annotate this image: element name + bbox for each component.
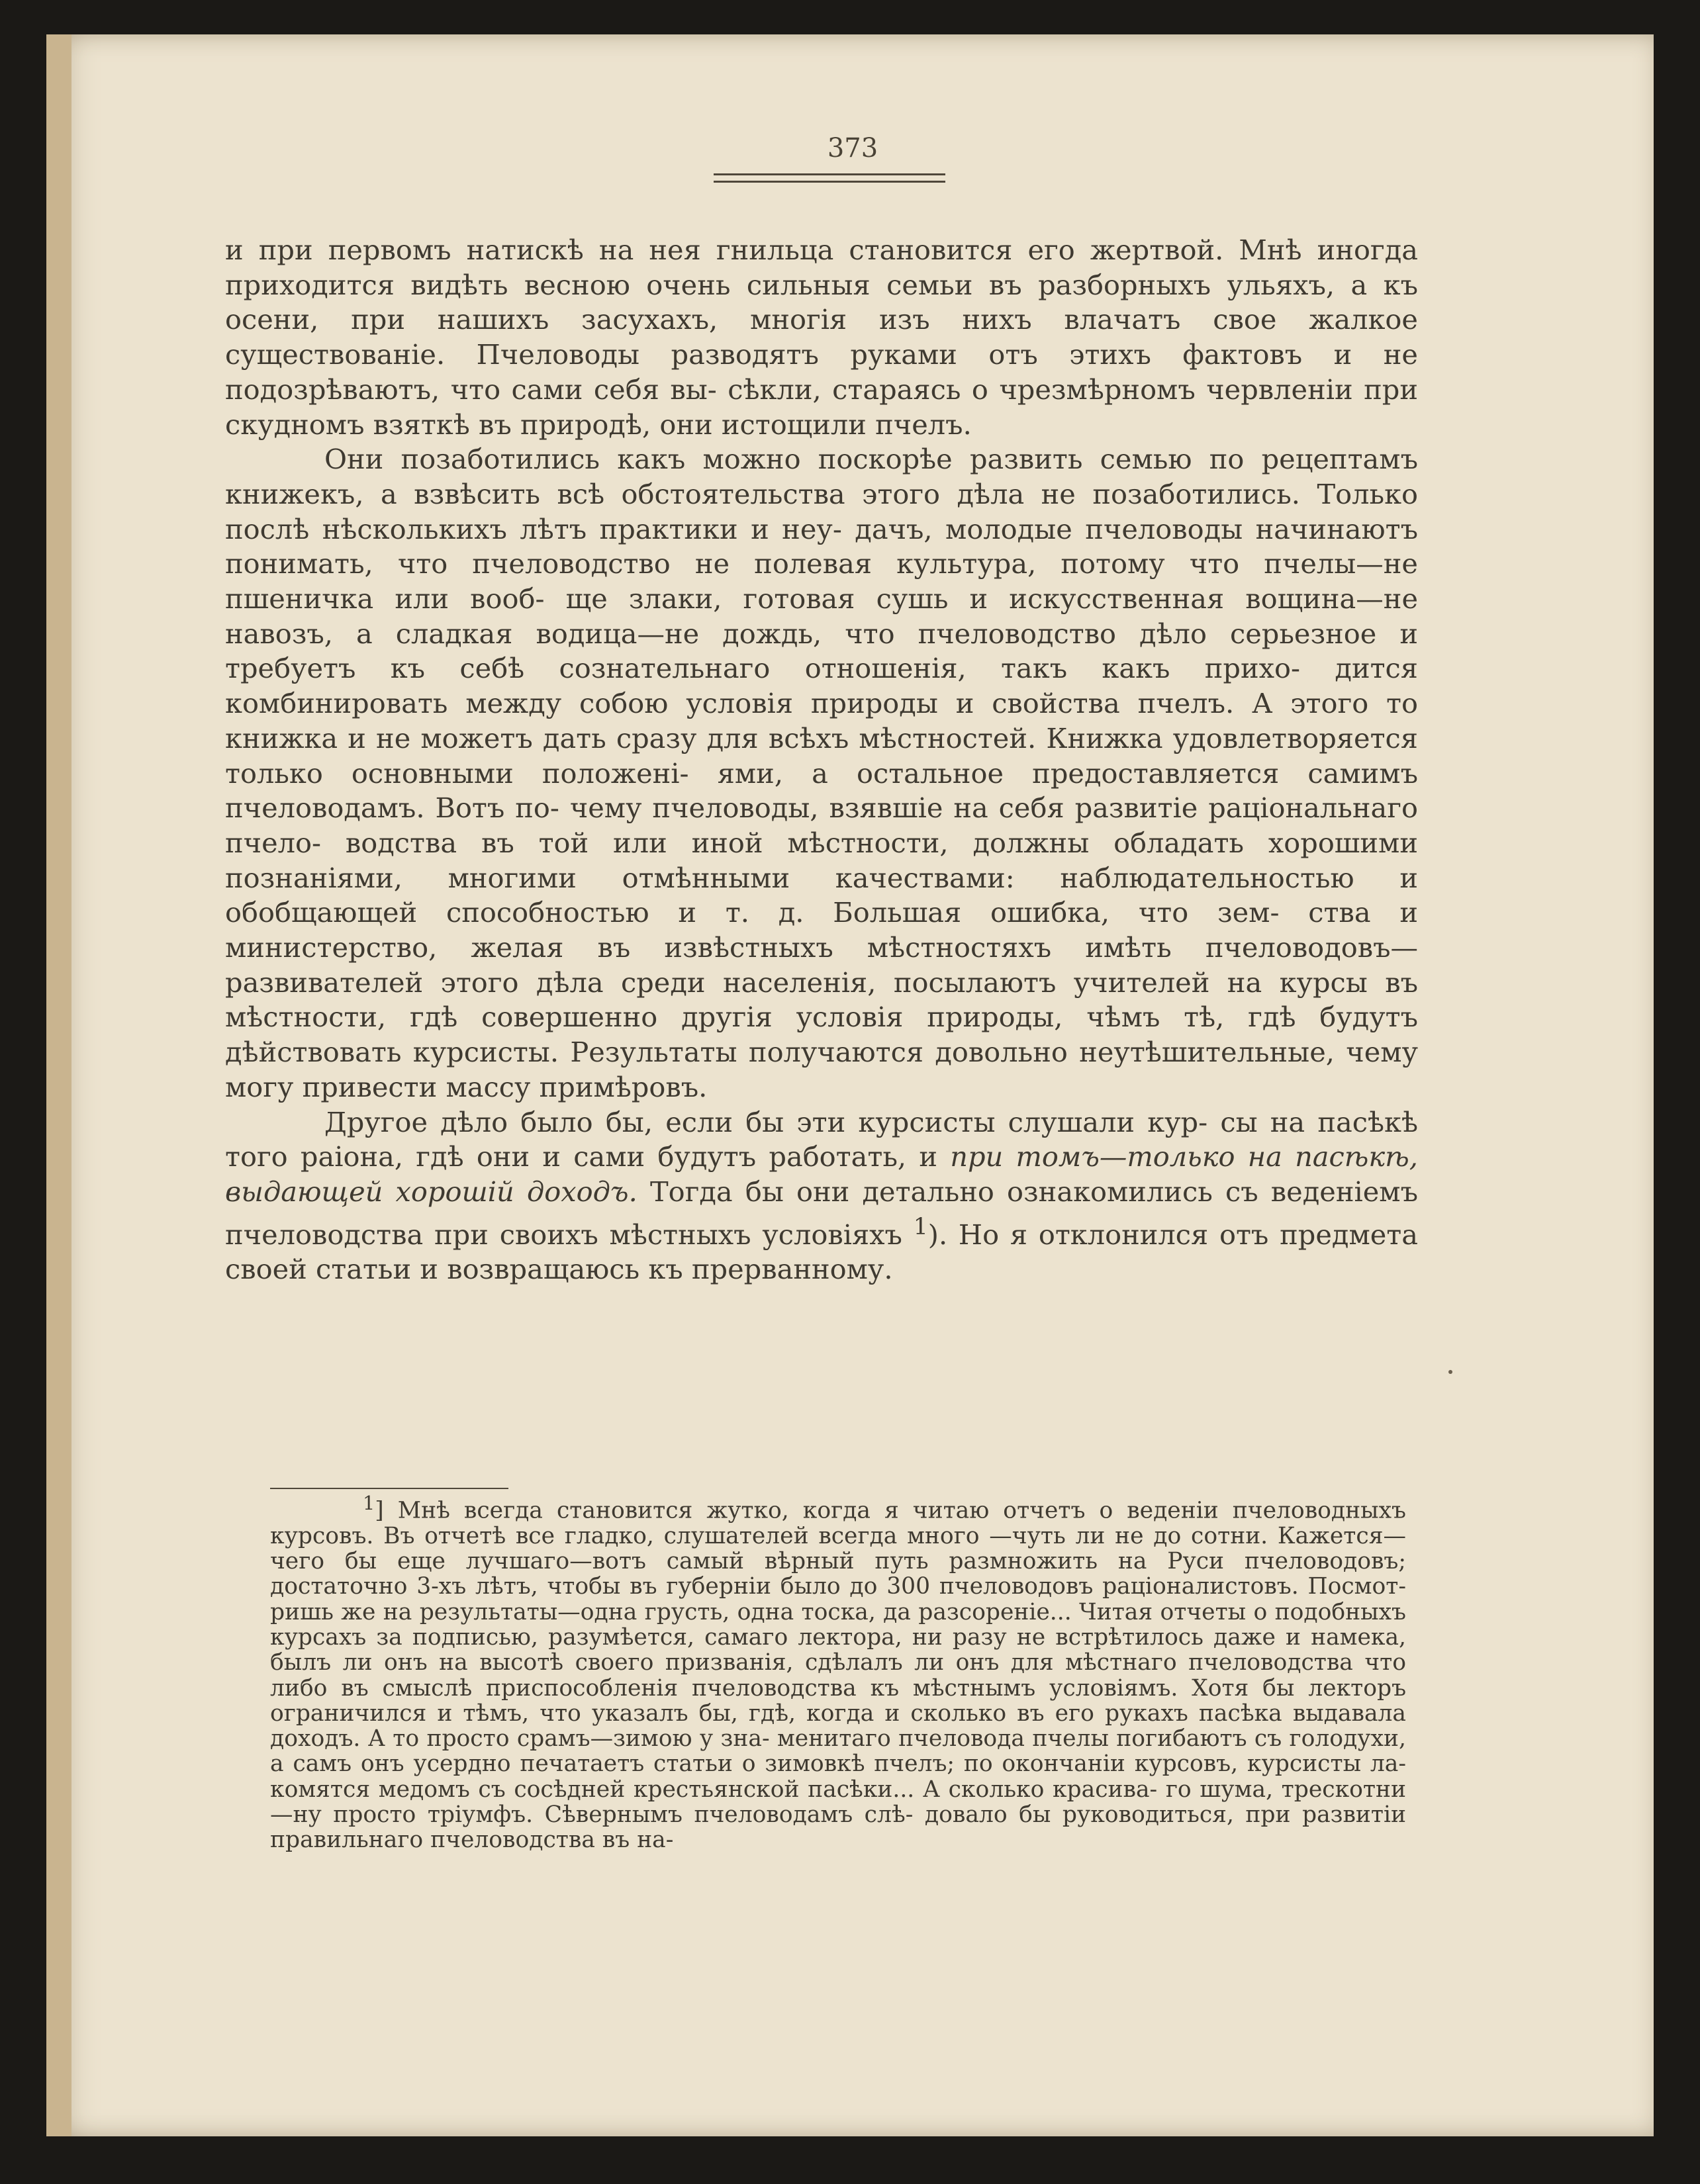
- text-line: Они позаботились какъ можно поскорѣе развить семью по: [324, 443, 1245, 476]
- footnote-line: его рукахъ пасѣка выдавала доходъ. А то просто срамъ—зимою у зна-: [270, 1700, 1406, 1752]
- book-page: [46, 34, 1654, 2136]
- italic-phrase: при томъ—только на пасѣкѣ, выдающей хорошій доходъ.: [225, 1140, 1418, 1208]
- text-line: ). Но я отклонился отъ предмета: [927, 1218, 1418, 1251]
- text-line: и при первомъ натискѣ на нея гнильца становится его жертвой.: [225, 234, 1224, 266]
- text-line: дачъ, молодые пчеловоды начинаютъ понимать, что пчеловодство: [225, 512, 1418, 580]
- footnote-line: чтобы въ губерніи было до 300 пчеловодовъ раціоналистовъ. Посмот-: [547, 1573, 1407, 1600]
- text-line: учителей на курсы въ мѣстности, гдѣ совершенно другія условія: [225, 966, 1418, 1034]
- footnote-line: призванія, сдѣлалъ ли онъ для мѣстнаго пчеловодства что либо въ: [270, 1649, 1407, 1702]
- footnote-line: пчеловодныхъ курсовъ. Въ отчетѣ все гладко, слушателей всегда много: [270, 1497, 1407, 1549]
- footnote-line: комятся медомъ съ сосѣдней крестьянской пасѣки... А сколько красива-: [270, 1776, 1158, 1803]
- ink-speck: [1448, 1370, 1452, 1374]
- paragraph-2: [225, 442, 1418, 1105]
- footnote-1: [270, 1490, 1406, 1853]
- text-line: ще злаки, готовая сушь и искусственная вощина—не навозъ, а: [225, 582, 1419, 650]
- text-line: дится комбинировать между собою условія природы и свойства: [225, 652, 1418, 720]
- main-text: [225, 233, 1418, 1287]
- text-line: нихъ влачатъ свое жалкое существованіе. Пчеловоды разводятъ: [225, 303, 1418, 371]
- text-line: чему пчеловоды, взявшіе на себя развитіе раціональнаго пчело-: [225, 792, 1418, 859]
- page-number-rule: [714, 173, 945, 183]
- text-line: пчеловодовъ—развивателей этого дѣла среди населенія, посылаютъ: [225, 931, 1418, 999]
- page-gutter: [46, 34, 71, 2136]
- footnote-line: печатаетъ статьи о зимовкѣ пчелъ; по окончаніи курсовъ, курсисты ла-: [520, 1751, 1406, 1778]
- text-line: Тогда: [637, 1175, 733, 1208]
- text-line: разборныхъ ульяхъ, а къ осени, при нашихъ засухахъ, многія изъ: [225, 268, 1418, 336]
- footnote-line: ришь же на результаты—одна грусть, одна тоска, да разсореніе... Читая: [270, 1598, 1153, 1625]
- footnote-line: менитаго пчеловода пчелы погибаютъ съ голодухи, а самъ онъ усердно: [270, 1725, 1407, 1778]
- paragraph-1: [225, 233, 1418, 442]
- footnote-line: довало бы руководиться, при развитіи правильнаго пчеловодства въ на-: [270, 1801, 1407, 1854]
- text-line: сладкая водица—не дождь, что пчеловодство дѣло серьезное: [395, 617, 1377, 650]
- footnote-line: смыслѣ приспособленія пчеловодства къ мѣстнымъ условіямъ. Хотя бы: [382, 1674, 1295, 1702]
- text-line: примѣровъ.: [539, 1070, 708, 1103]
- paragraph-3: [225, 1105, 1418, 1287]
- text-line: Мнѣ иногда приходится видѣть весною очень сильныя семьи въ: [225, 234, 1419, 301]
- text-line: ства и министерство, желая въ извѣстныхъ мѣстностяхъ имѣть: [225, 896, 1419, 964]
- text-line: пчелъ. А этого то книжка и не можетъ дать сразу для всѣхъ: [225, 687, 1418, 754]
- text-line: сѣкли, стараясь о чрезмѣрномъ червленіи при скудномъ взяткѣ: [225, 373, 1419, 441]
- text-line: и обобщающей способностью и т. д. Большая ошибка, что зем-: [225, 861, 1418, 929]
- text-line: мѣстностей. Книжка удовлетворяется только основными положені-: [225, 721, 1418, 790]
- text-line: природы, чѣмъ тѣ, гдѣ будутъ дѣйствовать курсисты. Результаты: [225, 1001, 1418, 1069]
- text-line: позаботились. Только послѣ нѣсколькихъ лѣтъ практики и неу-: [225, 477, 1418, 545]
- text-line: сы на пасѣкѣ того раіона, гдѣ они и сами будутъ работать, и: [225, 1105, 1418, 1173]
- footnote-line: вѣрный путь размножить на Руси пчеловодовъ; достаточно 3-хъ лѣтъ,: [270, 1548, 1406, 1600]
- text-line: бы они детально ознакомились съ веденіемъ пчеловодства при: [225, 1175, 1418, 1251]
- footnote-separator: [270, 1488, 508, 1489]
- text-line: водства въ той или иной мѣстности, должны обладать хорошими: [345, 826, 1418, 859]
- footnote-line: ни разу не встрѣтилось даже и намека, былъ ли онъ на высотѣ своего: [270, 1623, 1407, 1676]
- footnote-text: [270, 1490, 1406, 1853]
- footnote-marker: 1: [363, 1492, 375, 1514]
- text-line: руками отъ этихъ фактовъ и не подозрѣваютъ, что сами себя вы-: [225, 338, 1418, 406]
- text-line: своей статьи и возвращаюсь къ прерванному.: [225, 1253, 893, 1286]
- text-line: ями, а остальное предоставляется самимъ пчеловодамъ. Вотъ по-: [225, 756, 1418, 825]
- text-line: познаніями, многими отмѣнными качествами: наблюдательностью: [225, 861, 1354, 894]
- text-line: получаются довольно неутѣшительные, чему могу привести массу: [225, 1036, 1418, 1103]
- footnote-line: отчеты о подобныхъ курсахъ за подписью, разумѣется, самаго лектора,: [270, 1598, 1407, 1651]
- text-line: своихъ мѣстныхъ условіяхъ: [499, 1218, 914, 1251]
- footnote-reference[interactable]: 1: [913, 1213, 928, 1240]
- text-line: рецептамъ книжекъ, а взвѣсить всѣ обстоятельства этого дѣла не: [225, 443, 1418, 510]
- footnote-line: лекторъ ограничился и тѣмъ, что указалъ бы, гдѣ, когда и сколько въ: [270, 1674, 1407, 1727]
- footnote-line: го шума, трескотни—ну просто тріумфъ. Сѣвернымъ пчеловодамъ слѣ-: [270, 1776, 1407, 1829]
- page-number: 373: [827, 133, 878, 163]
- text-line: не полевая культура, потому что пчелы—не пшеничка или вооб-: [225, 547, 1418, 615]
- text-line: и требуетъ къ себѣ сознательнаго отношенія, такъ какъ прихо-: [225, 617, 1418, 685]
- text-line: Другое дѣло было бы, если бы эти курсисты слушали кур-: [324, 1105, 1208, 1138]
- footnote-line: ] Мнѣ всегда становится жутко, когда я читаю отчетъ о веденіи: [375, 1497, 1219, 1524]
- text-line: въ природѣ, они истощили пчелъ.: [478, 408, 972, 441]
- footnote-line: —чуть ли не до сотни. Кажется—чего бы еще лучшаго—вотъ самый: [270, 1522, 1406, 1575]
